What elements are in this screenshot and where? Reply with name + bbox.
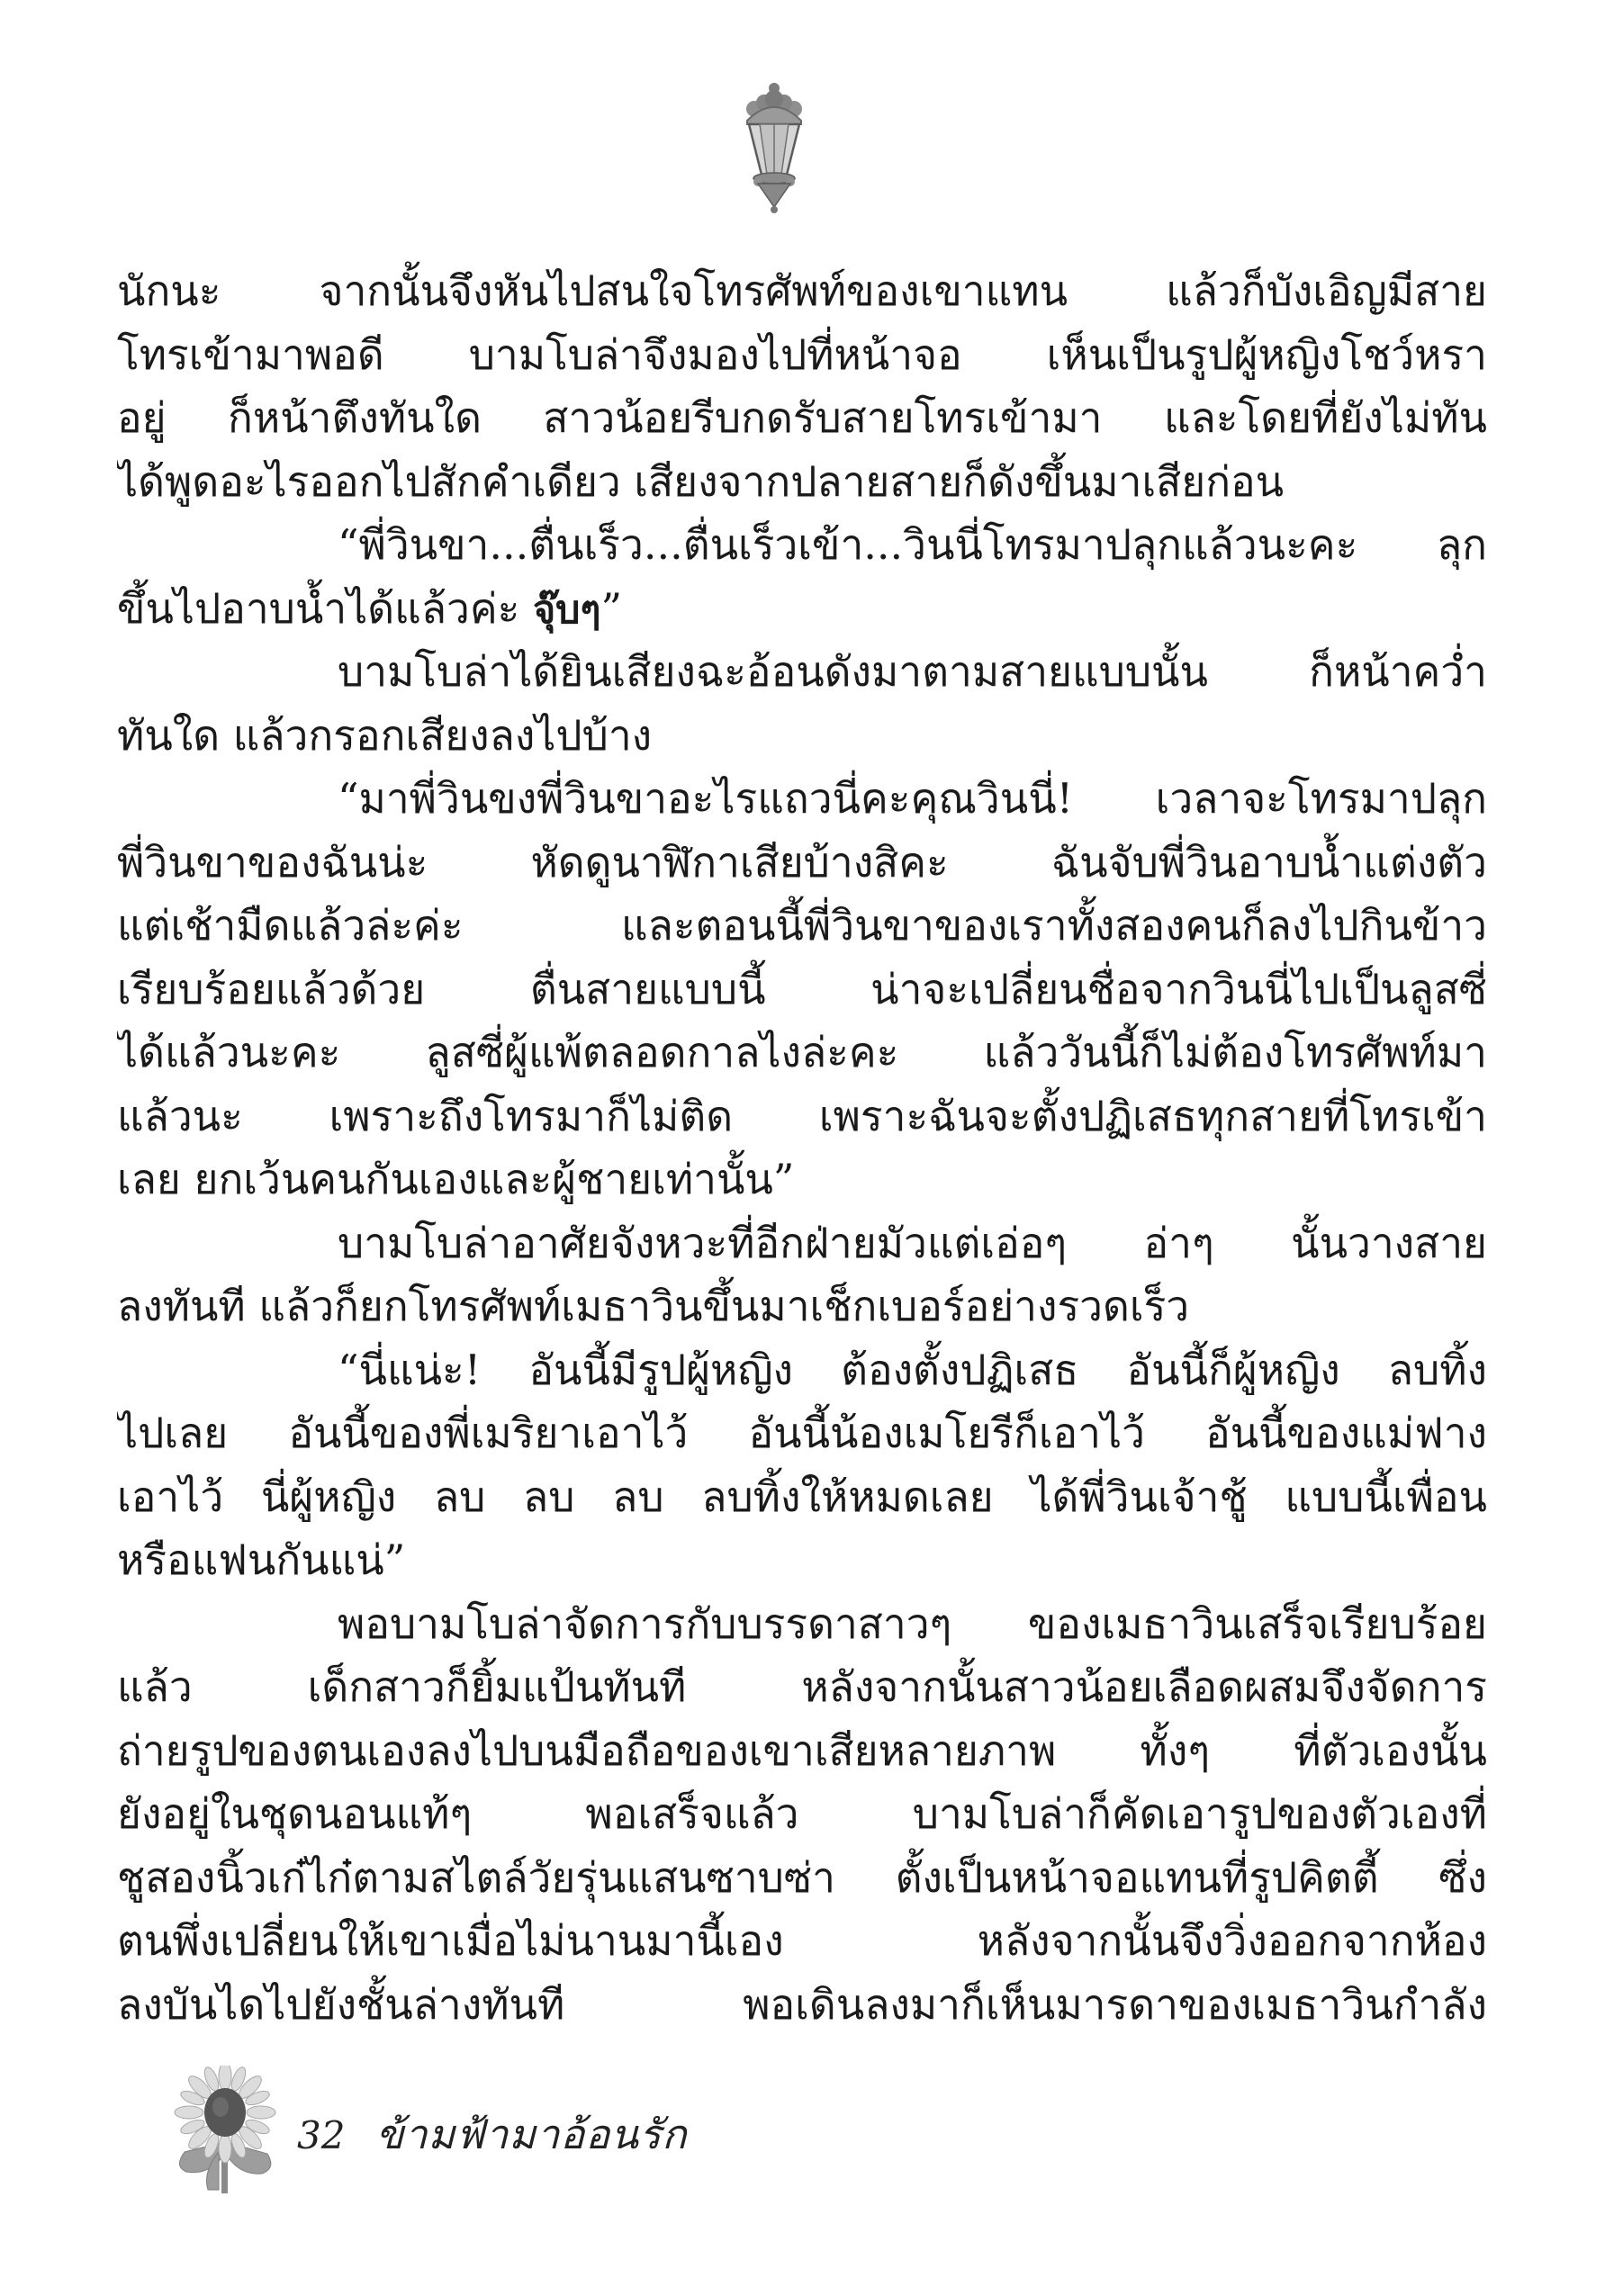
text-line: ไปเลย อันนี้ของพี่เมริยาเอาไว้ อันนี้น้องเมโยรีก็เอาไว้ อันนี้ของแม่ฟาง — [117, 1409, 1487, 1457]
text-line: พอบามโบล่าจัดการกับบรรดาสาวๆ ของเมธาวินเสร็จเรียบร้อย — [338, 1598, 1487, 1648]
text-line: ทันใด แล้วกรอกเสียงลงไปบ้าง — [117, 710, 653, 760]
text-line: อยู่ ก็หน้าตึงทันใด สาวน้อยรีบกดรับสายโทรเข้ามา และโดยที่ยังไม่ทัน — [117, 393, 1487, 442]
text-line: ขึ้นไปอาบน้ำได้แล้วค่ะ จุ๊บๆ” — [117, 583, 623, 633]
text-line: ถ่ายรูปของตนเองลงไปบนมือถือของเขาเสียหลายภาพ ทั้งๆ ที่ตัวเองนั้น — [117, 1725, 1487, 1775]
lantern-icon — [736, 81, 812, 216]
text-line: แล้วนะ เพราะถึงโทรมาก็ไม่ติด เพราะฉันจะตั้งปฏิเสธทุกสายที่โทรเข้า — [117, 1091, 1487, 1140]
text-line: “พี่วินขา...ตื่นเร็ว...ตื่นเร็วเข้า...วินนี่โทรมาปลุกแล้วนะคะ ลุก — [338, 520, 1487, 569]
text-line: แล้ว เด็กสาวก็ยิ้มแป้นทันที หลังจากนั้นสาวน้อยเลือดผสมจึงจัดการ — [117, 1662, 1487, 1711]
text-line: ได้แล้วนะคะ ลูสซี่ผู้แพ้ตลอดกาลไงล่ะคะ แล้ววันนี้ก็ไม่ต้องโทรศัพท์มา — [117, 1028, 1487, 1076]
text-line: ลงทันที แล้วก็ยกโทรศัพท์เมธาวินขึ้นมาเช็กเบอร์อย่างรวดเร็ว — [117, 1282, 1190, 1330]
book-title: ข้ามฟ้ามาอ้อนรัก — [375, 2111, 688, 2158]
text-line: โทรเข้ามาพอดี บามโบล่าจึงมองไปที่หน้าจอ เห็นเป็นรูปผู้หญิงโชว์หรา — [117, 329, 1487, 379]
text-line: ชูสองนิ้วเก๋ไก๋ตามสไตล์วัยรุ่นแสนซาบซ่า ตั้งเป็นหน้าจอแทนที่รูปคิตตี้ ซึ่ง — [117, 1852, 1487, 1902]
sunflower-icon — [167, 2066, 285, 2196]
text-line: เลย ยกเว้นคนกันเองและผู้ชายเท่านั้น” — [117, 1155, 795, 1203]
text-line: “นี่แน่ะ! อันนี้มีรูปผู้หญิง ต้องตั้งปฏิเสธ อันนี้ก็ผู้หญิง ลบทิ้ง — [338, 1345, 1487, 1394]
text-line: หรือแฟนกันแน่” — [117, 1535, 406, 1584]
text-line: นักนะ จากนั้นจึงหันไปสนใจโทรศัพท์ของเขาแทน แล้วก็บังเอิญมีสาย — [117, 266, 1487, 315]
text-line: เรียบร้อยแล้วด้วย ตื่นสายแบบนี้ น่าจะเปลี่ยนชื่อจากวินนี่ไปเป็นลูสซี่ — [117, 964, 1487, 1013]
text-line: ยังอยู่ในชุดนอนแท้ๆ พอเสร็จแล้ว บามโบล่าก็คัดเอารูปของตัวเองที่ — [117, 1789, 1487, 1838]
text-line: ตนพึ่งเปลี่ยนให้เขาเมื่อไม่นานมานี้เอง หลังจากนั้นจึงวิ่งออกจากห้อง — [117, 1916, 1487, 1965]
text-line: เอาไว้ นี่ผู้หญิง ลบ ลบ ลบ ลบทิ้งให้หมดเลย ได้พี่วินเจ้าชู้ แบบนี้เพื่อน — [117, 1472, 1487, 1521]
text-line: “มาพี่วินขงพี่วินขาอะไรแถวนี่คะคุณวินนี่! เวลาจะโทรมาปลุก — [338, 774, 1487, 823]
text-line: บามโบล่าอาศัยจังหวะที่อีกฝ่ายมัวแต่เอ่อๆ อ่าๆ นั้นวางสาย — [338, 1218, 1487, 1267]
page-number: 32 — [297, 2113, 346, 2157]
page-footer — [167, 2061, 1067, 2214]
text-line: แต่เช้ามืดแล้วล่ะค่ะ และตอนนี้พี่วินขาของเราทั้งสองคนก็ลงไปกินข้าว — [117, 901, 1487, 950]
text-line: ลงบันไดไปยังชั้นล่างทันที พอเดินลงมาก็เห็นมารดาของเมธาวินกำลัง — [117, 1979, 1487, 2029]
text-line: พี่วินขาของฉันน่ะ หัดดูนาฬิกาเสียบ้างสิคะ ฉันจับพี่วินอาบน้ำแต่งตัว — [117, 837, 1487, 887]
text-block — [117, 259, 1487, 2036]
text-line: บามโบล่าได้ยินเสียงฉะอ้อนดังมาตามสายแบบนั้น ก็หน้าคว่ำ — [338, 647, 1487, 696]
text-line: ได้พูดอะไรออกไปสักคำเดียว เสียงจากปลายสายก็ดังขึ้นมาเสียก่อน — [117, 456, 1285, 506]
